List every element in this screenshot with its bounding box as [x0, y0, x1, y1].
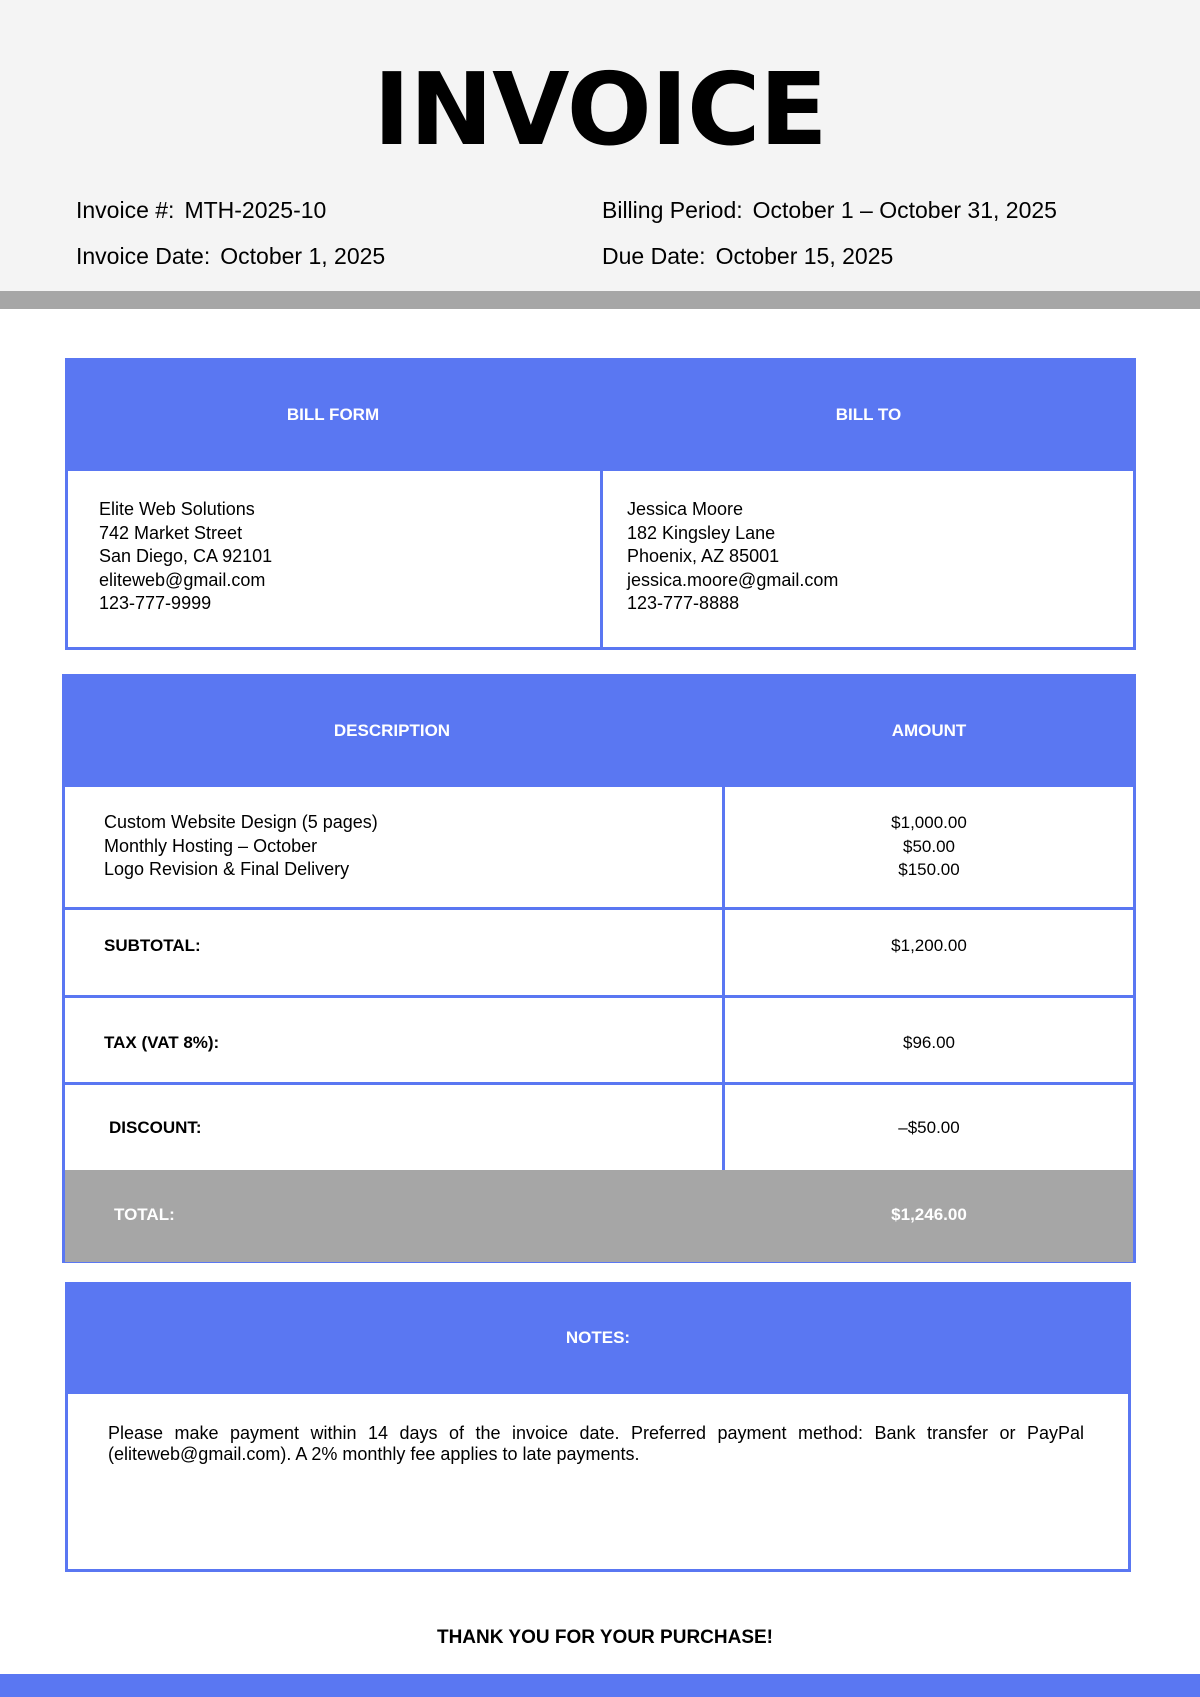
- row-divider: [62, 907, 1136, 910]
- to-phone: 123-777-8888: [627, 593, 740, 613]
- invoice-date-label: Invoice Date:: [76, 243, 211, 269]
- invoice-title: INVOICE: [373, 51, 827, 168]
- notes-heading: NOTES:: [65, 1282, 1131, 1394]
- to-city: Phoenix, AZ 85001: [627, 546, 780, 566]
- item-description: Logo Revision & Final Delivery: [104, 859, 350, 879]
- subtotal-label: SUBTOTAL:: [104, 936, 201, 955]
- footer-bar: [0, 1674, 1200, 1697]
- item-amount: $50.00: [903, 836, 955, 856]
- due-date-value: October 15, 2025: [715, 243, 894, 269]
- from-city: San Diego, CA 92101: [99, 546, 273, 566]
- invoice-date: [76, 241, 385, 271]
- description-heading: DESCRIPTION: [62, 674, 722, 787]
- from-phone: 123-777-9999: [99, 593, 212, 613]
- bill-to-heading: BILL TO: [601, 358, 1136, 471]
- tax-value: $96.00: [903, 1033, 955, 1052]
- bill-from-address: [99, 498, 272, 616]
- row-divider: [62, 995, 1136, 998]
- notes-text: Please make payment within 14 days of the invoice date. Preferred payment method: Bank transfer or PayPal (eliteweb@gmail.com). A 2% monthly fee applies to late payments.: [108, 1423, 1084, 1464]
- parties-divider: [600, 358, 603, 650]
- due-date-label: Due Date:: [602, 243, 706, 269]
- billing-period: [602, 195, 1057, 225]
- bill-from-heading: BILL FORM: [65, 358, 601, 471]
- invoice-number: [76, 195, 326, 225]
- thank-you-message: THANK YOU FOR YOUR PURCHASE!: [436, 1627, 774, 1648]
- item-description: Custom Website Design (5 pages): [104, 812, 378, 832]
- item-amounts: [724, 811, 1134, 882]
- from-name: Elite Web Solutions: [99, 499, 255, 519]
- amount-heading: AMOUNT: [722, 674, 1136, 787]
- item-description: Monthly Hosting – October: [104, 835, 318, 856]
- header-divider: [0, 291, 1200, 309]
- items-divider: [722, 674, 725, 1170]
- bill-to-address: [627, 498, 838, 616]
- item-amount: $150.00: [898, 860, 960, 879]
- invoice-number-label: Invoice #:: [76, 197, 175, 223]
- to-name: Jessica Moore: [627, 499, 744, 519]
- invoice-date-value: October 1, 2025: [220, 243, 386, 269]
- row-divider: [62, 1082, 1136, 1085]
- to-street: 182 Kingsley Lane: [627, 522, 776, 543]
- to-email: jessica.moore@gmail.com: [627, 569, 839, 590]
- tax-label: TAX (VAT 8%):: [104, 1033, 220, 1052]
- subtotal-value: $1,200.00: [891, 936, 967, 955]
- total-value: $1,246.00: [891, 1205, 967, 1224]
- discount-value: –$50.00: [898, 1118, 960, 1137]
- total-label: TOTAL:: [114, 1205, 175, 1224]
- from-email: eliteweb@gmail.com: [99, 569, 266, 590]
- due-date: [602, 241, 893, 271]
- item-descriptions: [104, 811, 378, 882]
- billing-period-value: October 1 – October 31, 2025: [752, 197, 1057, 223]
- item-amount: $1,000.00: [891, 813, 967, 832]
- from-street: 742 Market Street: [99, 522, 243, 543]
- billing-period-label: Billing Period:: [602, 197, 743, 223]
- invoice-number-value: MTH-2025-10: [184, 197, 327, 223]
- discount-label: DISCOUNT:: [109, 1118, 202, 1137]
